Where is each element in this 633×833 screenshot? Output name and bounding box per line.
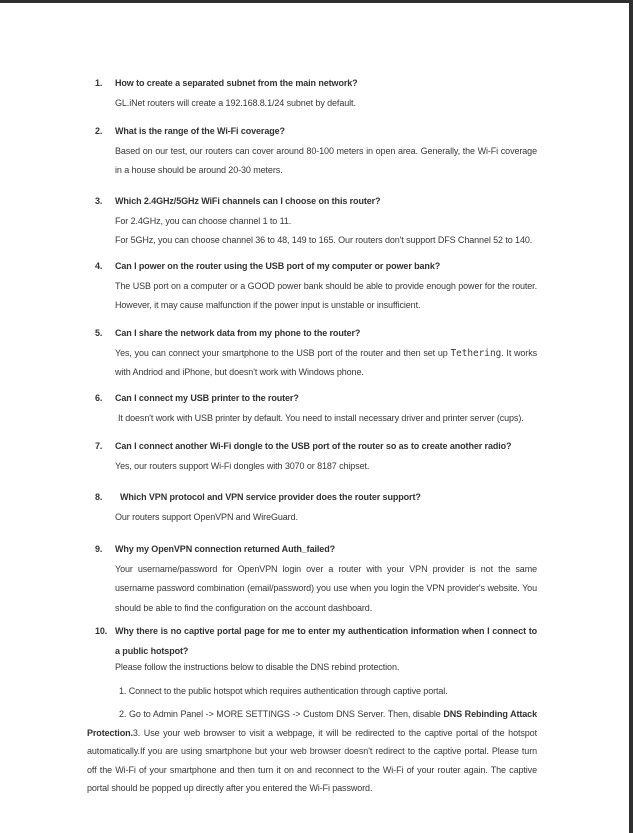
faq-answer	[115, 142, 537, 181]
item-number: 8.	[95, 492, 103, 502]
faq-question: How to create a separated subnet from the main network?	[115, 78, 358, 88]
item-number: 1.	[95, 78, 103, 88]
faq-item-2	[95, 122, 537, 181]
answer-step-1: 1. Connect to the public hotspot which requires authentication through captive portal.	[119, 685, 448, 696]
answer-line: Yes, our routers support Wi-Fi dongles with 3070 or 8187 chipset.	[115, 460, 370, 471]
faq-question: Can I share the network data from my phone to the router?	[115, 328, 361, 338]
faq-item-8	[95, 488, 537, 527]
item-number: 4.	[95, 261, 103, 271]
item-number: 5.	[95, 328, 103, 338]
item-number: 6.	[95, 393, 103, 403]
item-number: 10.	[95, 626, 108, 636]
faq-answer	[115, 560, 537, 619]
faq-item-9	[95, 540, 537, 618]
faq-item-4	[95, 257, 537, 316]
answer-line: It doesn't work with USB printer by default. You need to install necessary driver and printer server (cups).	[118, 412, 524, 423]
answer-intro: Please follow the instructions below to disable the DNS rebind protection.	[115, 662, 400, 672]
answer-text: . It works with Andriod and iPhone, but doesn't work with Windows phone.	[115, 347, 538, 377]
viewer-right-edge	[629, 0, 633, 833]
answer-line	[115, 344, 537, 383]
faq-item-6	[95, 389, 537, 428]
answer-line: For 2.4GHz, you can choose channel 1 to 11.	[115, 215, 292, 226]
faq-answer	[115, 409, 537, 429]
answer-step-2	[87, 705, 537, 798]
faq-question: Which 2.4GHz/5GHz WiFi channels can I choose on this router?	[115, 196, 381, 206]
faq-item-7	[95, 437, 537, 476]
faq-question: Why there is no captive portal page for me to enter my authentication information when I connect to a public hotspot?	[115, 626, 537, 656]
item-number: 9.	[95, 544, 103, 554]
answer-line: Our routers support OpenVPN and WireGuard.	[115, 511, 298, 522]
faq-question: Can I power on the router using the USB port of my computer or power bank?	[115, 261, 441, 271]
faq-question: Can I connect my USB printer to the router?	[115, 393, 299, 403]
answer-line: Based on our test, our routers can cover around 80-100 meters in open area. Generally, the Wi-Fi coverage in a house should be around 20-30 meters.	[115, 145, 537, 175]
item-number: 3.	[95, 196, 103, 206]
faq-answer	[115, 344, 537, 383]
faq-item-5	[95, 324, 537, 383]
answer-line: GL.iNet routers will create a 192.168.8.1/24 subnet by default.	[115, 97, 356, 108]
inline-code: Tethering	[450, 347, 502, 359]
answer-line: For 5GHz, you can choose channel 36 to 48, 149 to 165. Our routers don't support DFS Channel 52 to 140.	[115, 235, 533, 245]
faq-answer	[115, 508, 537, 528]
answer-text: 3. Use your web browser to visit a webpage, it will be redirected to the captive portal of the hotspot automatically.If you are using smartphone but your web browser doesn't redirect to the captive portal. Please turn off the Wi-Fi of your smartphone and then turn it on and reconnect to the Wi-Fi of your router again. The captive portal should be popped up directly after you entered the Wi-Fi password.	[87, 727, 537, 793]
answer-text: 2. Go to Admin Panel -> MORE SETTINGS -> Custom DNS Server. Then, disable	[119, 709, 444, 719]
faq-answer	[115, 212, 537, 251]
viewer-top-edge	[0, 0, 633, 3]
faq-item-3	[95, 192, 537, 251]
answer-text: Yes, you can connect your smartphone to the USB port of the router and then set up	[115, 347, 451, 358]
faq-item-1	[95, 74, 537, 113]
item-number: 7.	[95, 441, 103, 451]
faq-question: Why my OpenVPN connection returned Auth_failed?	[115, 544, 335, 554]
faq-question: Can I connect another Wi-Fi dongle to the USB port of the router so as to create another radio?	[115, 441, 512, 451]
faq-question: Which VPN protocol and VPN service provider does the router support?	[120, 492, 421, 502]
answer-line: The USB port on a computer or a GOOD power bank should be able to provide enough power for the router. However, it may cause malfunction if the power input is unstable or insufficient.	[115, 280, 537, 310]
faq-question: What is the range of the Wi-Fi coverage?	[115, 126, 285, 136]
answer-line: Your username/password for OpenVPN login over a router with your VPN provider is not the same username password combination (email/password) you use when you login the VPN provider's website. You should be able to find the configuration on the account dashboard.	[115, 563, 537, 613]
faq-item-10	[87, 622, 537, 798]
answer-bold-text: DNS Rebinding Attack Protection.	[87, 709, 537, 738]
faq-answer	[87, 658, 537, 798]
faq-answer	[115, 457, 537, 477]
item-number: 2.	[95, 126, 103, 136]
faq-answer	[115, 94, 537, 114]
faq-answer	[115, 277, 537, 316]
